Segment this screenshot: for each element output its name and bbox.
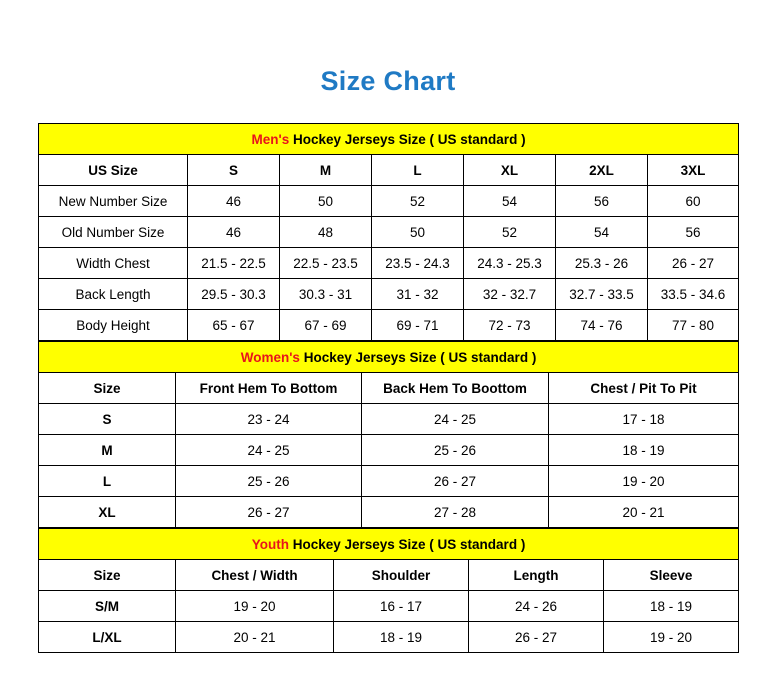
womens-size-table — [38, 341, 739, 528]
womens-row-3-value-0: 26 - 27 — [176, 497, 362, 528]
youth-row-0-value-0: 19 - 20 — [176, 591, 334, 622]
mens-row-3-value-0: 29.5 - 30.3 — [188, 279, 280, 310]
youth-col-header-1: Chest / Width — [176, 560, 334, 591]
mens-row-0-value-5: 60 — [648, 186, 739, 217]
youth-column-header-row — [39, 560, 739, 591]
mens-row-0-value-1: 50 — [280, 186, 372, 217]
size-chart-tables — [38, 123, 738, 653]
mens-row-0-value-0: 46 — [188, 186, 280, 217]
mens-row-3-value-3: 32 - 32.7 — [464, 279, 556, 310]
womens-section-header-cell — [39, 342, 739, 373]
mens-row-2-value-0: 21.5 - 22.5 — [188, 248, 280, 279]
youth-col-header-4: Sleeve — [604, 560, 739, 591]
womens-row-2-label: L — [39, 466, 176, 497]
mens-col-header-4: XL — [464, 155, 556, 186]
youth-section-header — [39, 529, 739, 560]
womens-header-rest: Hockey Jerseys Size ( US standard ) — [299, 349, 537, 365]
womens-row-1-label: M — [39, 435, 176, 466]
mens-row-4-value-1: 67 - 69 — [280, 310, 372, 341]
mens-row-4-value-3: 72 - 73 — [464, 310, 556, 341]
table-row — [39, 622, 739, 653]
table-row — [39, 497, 739, 528]
mens-row-4-label: Body Height — [39, 310, 188, 341]
youth-row-1-value-2: 26 - 27 — [469, 622, 604, 653]
page-title: Size Chart — [320, 66, 456, 96]
table-row — [39, 186, 739, 217]
mens-col-header-6: 3XL — [648, 155, 739, 186]
mens-row-4-value-5: 77 - 80 — [648, 310, 739, 341]
youth-row-1-value-3: 19 - 20 — [604, 622, 739, 653]
mens-row-0-value-2: 52 — [372, 186, 464, 217]
table-row — [39, 466, 739, 497]
youth-row-0-value-2: 24 - 26 — [469, 591, 604, 622]
womens-col-header-3: Chest / Pit To Pit — [549, 373, 739, 404]
womens-row-3-value-2: 20 - 21 — [549, 497, 739, 528]
mens-row-1-label: Old Number Size — [39, 217, 188, 248]
mens-col-header-2: M — [280, 155, 372, 186]
table-row — [39, 310, 739, 341]
mens-col-header-3: L — [372, 155, 464, 186]
womens-row-2-value-1: 26 - 27 — [362, 466, 549, 497]
mens-row-2-label: Width Chest — [39, 248, 188, 279]
mens-row-1-value-5: 56 — [648, 217, 739, 248]
table-row — [39, 217, 739, 248]
mens-row-0-label: New Number Size — [39, 186, 188, 217]
youth-col-header-3: Length — [469, 560, 604, 591]
womens-col-header-1: Front Hem To Bottom — [176, 373, 362, 404]
youth-row-0-value-1: 16 - 17 — [334, 591, 469, 622]
womens-col-header-2: Back Hem To Boottom — [362, 373, 549, 404]
womens-row-1-value-1: 25 - 26 — [362, 435, 549, 466]
womens-row-3-label: XL — [39, 497, 176, 528]
youth-header-highlight: Youth — [251, 536, 289, 552]
mens-section-header — [39, 124, 739, 155]
mens-row-4-value-2: 69 - 71 — [372, 310, 464, 341]
youth-row-1-label: L/XL — [39, 622, 176, 653]
womens-row-0-label: S — [39, 404, 176, 435]
womens-row-0-value-1: 24 - 25 — [362, 404, 549, 435]
mens-header-rest: Hockey Jerseys Size ( US standard ) — [289, 131, 526, 147]
youth-row-0-label: S/M — [39, 591, 176, 622]
mens-row-3-value-5: 33.5 - 34.6 — [648, 279, 739, 310]
table-row — [39, 435, 739, 466]
womens-row-3-value-1: 27 - 28 — [362, 497, 549, 528]
table-row — [39, 279, 739, 310]
mens-row-4-value-4: 74 - 76 — [556, 310, 648, 341]
mens-row-1-value-3: 52 — [464, 217, 556, 248]
youth-section-header-cell — [39, 529, 739, 560]
mens-row-2-value-5: 26 - 27 — [648, 248, 739, 279]
mens-row-4-value-0: 65 - 67 — [188, 310, 280, 341]
mens-column-header-row — [39, 155, 739, 186]
youth-header-rest: Hockey Jerseys Size ( US standard ) — [288, 536, 526, 552]
youth-row-0-value-3: 18 - 19 — [604, 591, 739, 622]
mens-row-2-value-3: 24.3 - 25.3 — [464, 248, 556, 279]
mens-row-3-label: Back Length — [39, 279, 188, 310]
mens-col-header-5: 2XL — [556, 155, 648, 186]
mens-row-1-value-4: 54 — [556, 217, 648, 248]
womens-row-2-value-0: 25 - 26 — [176, 466, 362, 497]
mens-row-0-value-3: 54 — [464, 186, 556, 217]
youth-col-header-0: Size — [39, 560, 176, 591]
womens-header-highlight: Women's — [240, 349, 300, 365]
table-row — [39, 591, 739, 622]
mens-row-3-value-1: 30.3 - 31 — [280, 279, 372, 310]
table-row — [39, 404, 739, 435]
mens-row-0-value-4: 56 — [556, 186, 648, 217]
mens-row-3-value-4: 32.7 - 33.5 — [556, 279, 648, 310]
womens-col-header-0: Size — [39, 373, 176, 404]
mens-row-2-value-4: 25.3 - 26 — [556, 248, 648, 279]
womens-row-0-value-2: 17 - 18 — [549, 404, 739, 435]
mens-row-1-value-1: 48 — [280, 217, 372, 248]
womens-row-1-value-2: 18 - 19 — [549, 435, 739, 466]
mens-row-2-value-2: 23.5 - 24.3 — [372, 248, 464, 279]
mens-col-header-0: US Size — [39, 155, 188, 186]
mens-row-1-value-2: 50 — [372, 217, 464, 248]
womens-row-0-value-0: 23 - 24 — [176, 404, 362, 435]
youth-size-table — [38, 528, 739, 653]
mens-section-header-cell — [39, 124, 739, 155]
mens-row-3-value-2: 31 - 32 — [372, 279, 464, 310]
youth-row-1-value-0: 20 - 21 — [176, 622, 334, 653]
youth-row-1-value-1: 18 - 19 — [334, 622, 469, 653]
mens-row-1-value-0: 46 — [188, 217, 280, 248]
mens-col-header-1: S — [188, 155, 280, 186]
womens-column-header-row — [39, 373, 739, 404]
mens-size-table — [38, 123, 739, 341]
womens-row-1-value-0: 24 - 25 — [176, 435, 362, 466]
youth-col-header-2: Shoulder — [334, 560, 469, 591]
womens-section-header — [39, 342, 739, 373]
womens-row-2-value-2: 19 - 20 — [549, 466, 739, 497]
mens-row-2-value-1: 22.5 - 23.5 — [280, 248, 372, 279]
mens-header-highlight: Men's — [251, 131, 290, 147]
table-row — [39, 248, 739, 279]
